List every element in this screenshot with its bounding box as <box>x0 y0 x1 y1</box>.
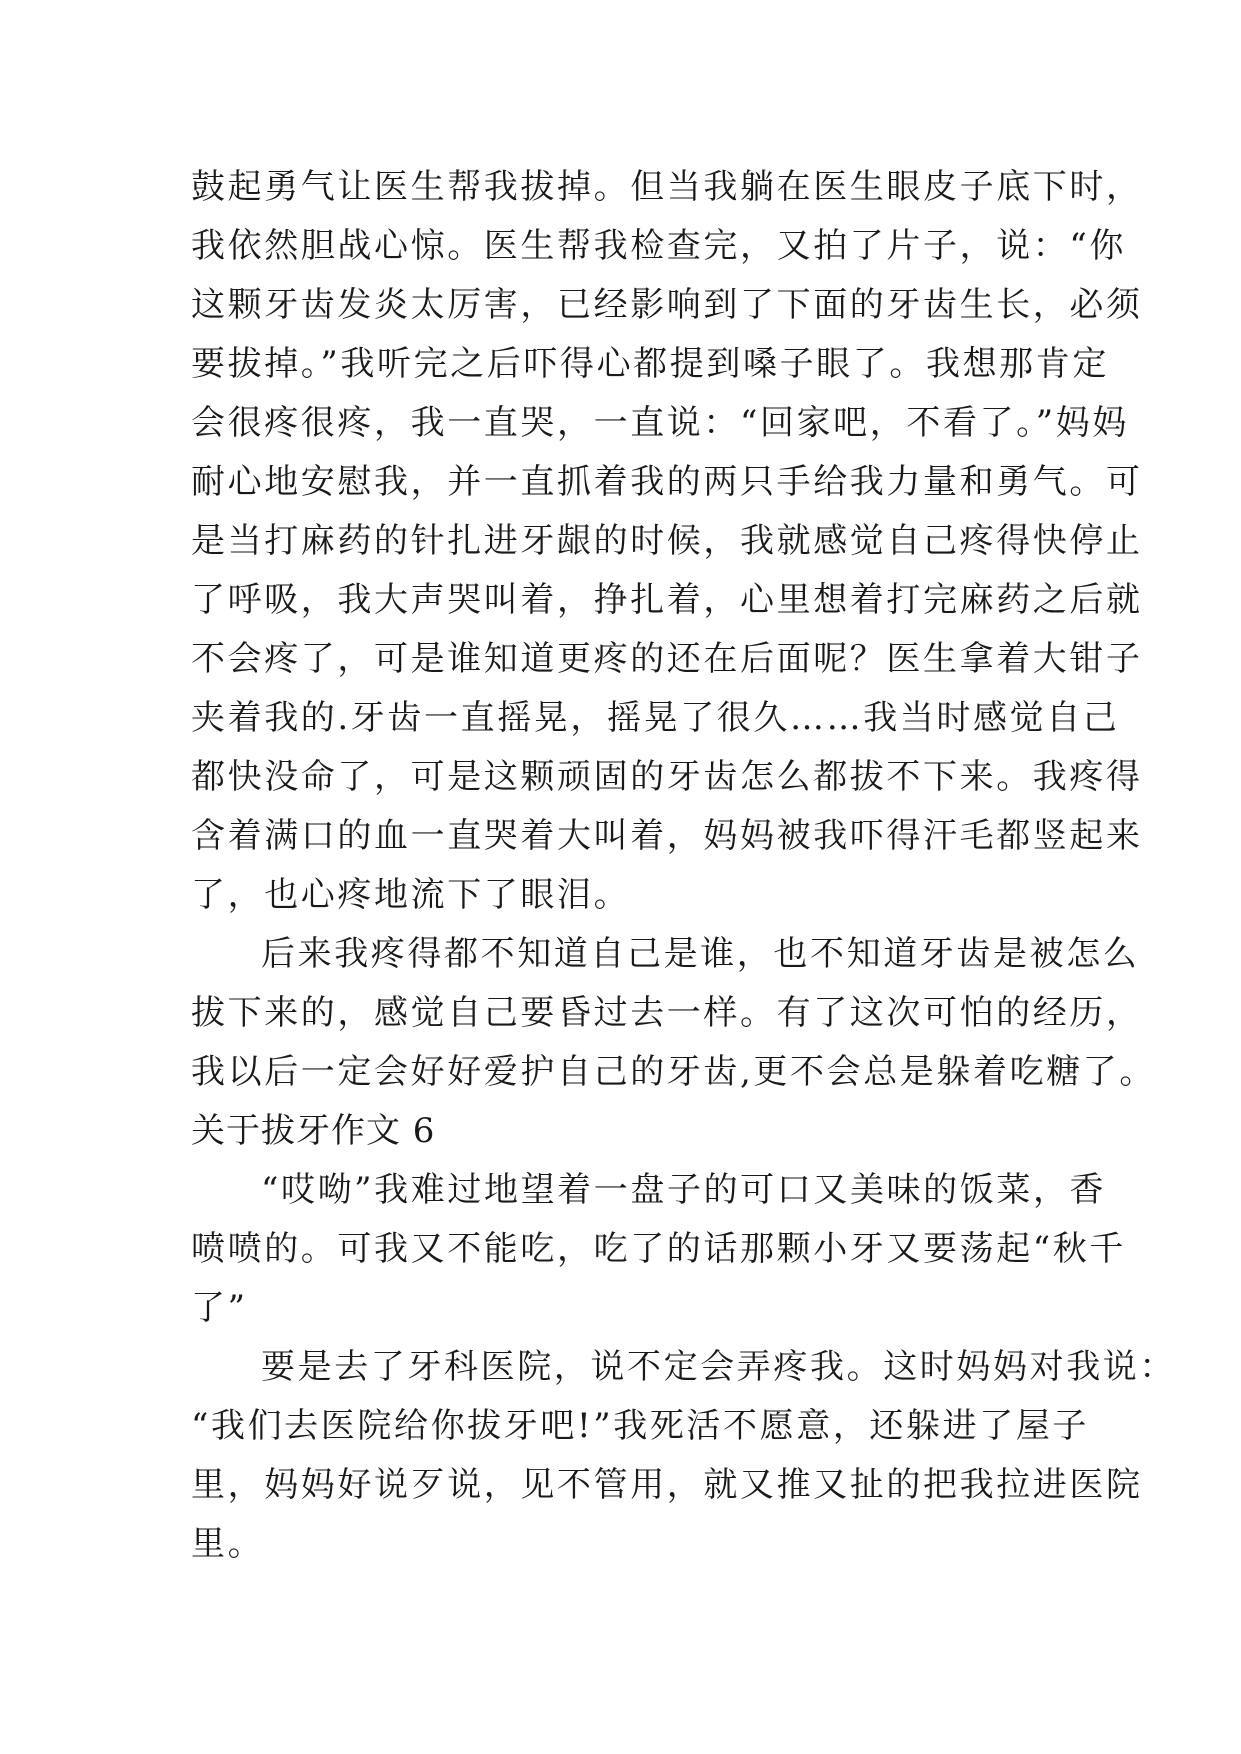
paragraph-line: 是当打麻药的针扎进牙龈的时候，我就感觉自己疼得快停止 <box>191 521 1143 561</box>
paragraph-line: 这颗牙齿发炎太厉害，已经影响到了下面的牙齿生长，必须 <box>191 285 1143 325</box>
paragraph-line: 会很疼很疼，我一直哭，一直说：“回家吧，不看了。”妈妈 <box>191 403 1129 443</box>
paragraph-line: 含着满口的血一直哭着大叫着，妈妈被我吓得汗毛都竖起来 <box>191 816 1143 856</box>
paragraph-line: “我们去医院给你拔牙吧!”我死活不愿意，还躲进了屋子 <box>191 1406 1090 1446</box>
paragraph-line: 要拔掉。”我听完之后吓得心都提到嗓子眼了。我想那肯定 <box>191 344 1109 384</box>
paragraph-line: 鼓起勇气让医生帮我拔掉。但当我躺在医生眼皮子底下时， <box>191 167 1143 207</box>
paragraph-line: 都快没命了，可是这颗顽固的牙齿怎么都拔不下来。我疼得 <box>191 757 1143 797</box>
paragraph-line: 后来我疼得都不知道自己是谁，也不知道牙齿是被怎么 <box>261 934 1140 974</box>
paragraph-line: 夹着我的.牙齿一直摇晃，摇晃了很久……我当时感觉自己 <box>191 698 1120 738</box>
paragraph-line: 拔下来的，感觉自己要昏过去一样。有了这次可怕的经历， <box>191 993 1143 1033</box>
paragraph-line: 我依然胆战心惊。医生帮我检查完，又拍了片子，说：“你 <box>191 226 1126 266</box>
paragraph-line: 了，也心疼地流下了眼泪。 <box>191 875 631 915</box>
section-heading: 关于拔牙作文 6 <box>191 1111 436 1151</box>
paragraph-line: 要是去了牙科医院，说不定会弄疼我。这时妈妈对我说： <box>261 1347 1176 1387</box>
paragraph-line: 里，妈妈好说歹说，见不管用，就又推又扯的把我拉进医院 <box>191 1465 1143 1505</box>
paragraph-line: 里。 <box>191 1524 265 1564</box>
paragraph-line: 喷喷的。可我又不能吃，吃了的话那颗小牙又要荡起“秋千 <box>191 1229 1126 1269</box>
essay-body <box>191 158 1176 1574</box>
paragraph-line: 不会疼了，可是谁知道更疼的还在后面呢？医生拿着大钳子 <box>191 639 1143 679</box>
paragraph-line: 我以后一定会好好爱护自己的牙齿,更不会总是躲着吃糖了。 <box>191 1052 1157 1092</box>
paragraph-line: 了” <box>191 1288 248 1328</box>
paragraph-line: “哎呦”我难过地望着一盘子的可口又美味的饭菜，香 <box>261 1170 1107 1210</box>
paragraph-line: 耐心地安慰我，并一直抓着我的两只手给我力量和勇气。可 <box>191 462 1143 502</box>
paragraph-line: 了呼吸，我大声哭叫着，挣扎着，心里想着打完麻药之后就 <box>191 580 1143 620</box>
